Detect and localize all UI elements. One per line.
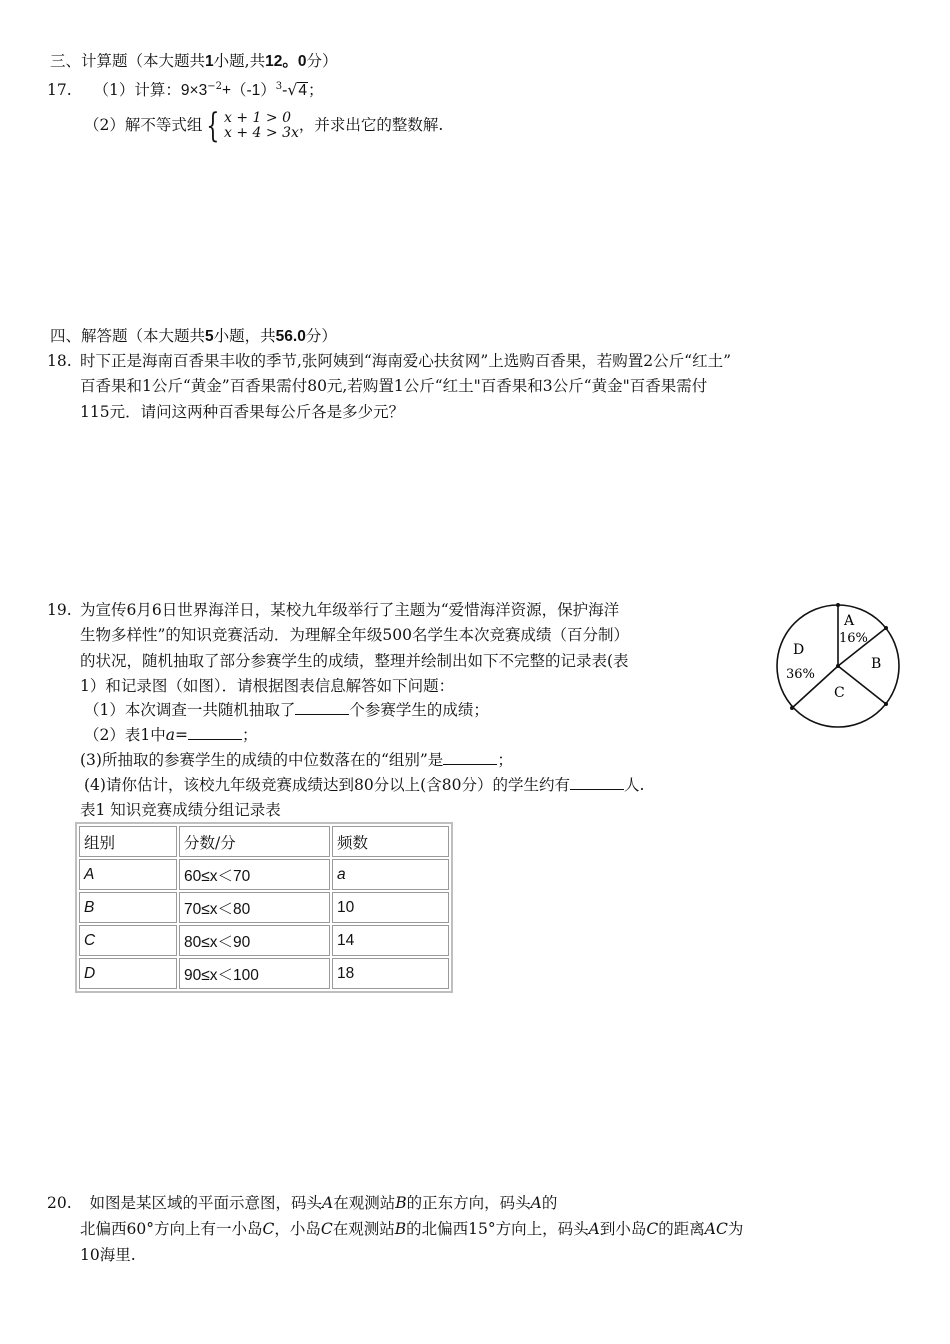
question-19-line-4: 1）和记录图（如图）．请根据图表信息解答如下问题：	[80, 677, 455, 695]
table-cell: a	[332, 859, 449, 890]
table-cell: 70≤x＜80	[179, 892, 330, 923]
answer-blank[interactable]	[188, 725, 242, 740]
section-4-heading: 四、解答题（本大题共5小题，共56.0分）	[50, 327, 337, 345]
question-18-line-1: 时下正是海南百香果丰收的季节,张阿姨到“海南爱心扶贫网”上选购百香果，若购置2公斤“红土”	[80, 352, 731, 370]
question-17-part-1: 17. （1）计算：$9\times 3^{-2}+(-1)^3-√4$；	[47, 81, 324, 100]
table-row	[79, 958, 449, 989]
sqrt-symbol: √	[287, 81, 298, 100]
table-cell: 90≤x＜100	[179, 958, 330, 989]
pie-pct-d: 36%	[786, 667, 815, 682]
question-18-line-3: 115元．请问这两种百香果每公斤各是多少元？	[80, 403, 405, 421]
question-19-sub-3: (3)所抽取的参赛学生的成绩的中位数落在的“组别”是 ；	[80, 751, 513, 769]
table-row	[79, 859, 449, 890]
table-cell: 10	[332, 892, 449, 923]
answer-blank[interactable]	[443, 750, 497, 765]
table-cell: C	[79, 925, 177, 956]
inequality-system: x + 1 > 0 x + 4 > 3x	[224, 110, 299, 141]
table-cell: 14	[332, 925, 449, 956]
question-20-line-3: 10海里.	[80, 1246, 136, 1264]
table-cell: 80≤x＜90	[179, 925, 330, 956]
table-header-cell: 组别	[79, 826, 177, 857]
pie-point	[790, 706, 794, 710]
pie-label-a: A	[844, 613, 855, 629]
question-19-line-2: 生物多样性”的知识竞赛活动．为理解全年级500名学生本次竞赛成绩（百分制）	[80, 626, 630, 644]
table-header-cell: 频数	[332, 826, 449, 857]
score-record-table	[75, 822, 453, 993]
pie-chart-figure	[768, 596, 908, 736]
pie-label-c: C	[834, 685, 845, 701]
answer-blank[interactable]	[295, 700, 349, 715]
question-18-line-2: 百香果和1公斤“黄金”百香果需付80元,若购置1公斤“红土"百香果和3公斤“黄金"百香果需付	[80, 377, 708, 395]
pie-pct-a: 16%	[839, 631, 868, 646]
table-cell: 18	[332, 958, 449, 989]
section-3-heading: 三、计算题（本大题共1小题,共12。0分）	[50, 52, 338, 70]
answer-blank[interactable]	[570, 775, 624, 790]
pie-point	[884, 626, 888, 630]
pie-point	[836, 603, 840, 607]
question-17-part-2: （2）解不等式组 { x + 1 > 0 x + 4 > 3x，并求出它的整数解.	[84, 106, 444, 146]
table-cell: B	[79, 892, 177, 923]
question-19-line-1: 为宣传6月6日世界海洋日，某校九年级举行了主题为“爱惜海洋资源，保护海洋	[80, 601, 620, 619]
pie-point	[836, 664, 840, 668]
table-cell: D	[79, 958, 177, 989]
brace-icon: {	[206, 106, 220, 146]
sqrt-radicand: 4	[298, 82, 307, 100]
question-19-line-3: 的状况，随机抽取了部分参赛学生的成绩，整理并绘制出如下不完整的记录表(表	[80, 652, 629, 670]
table-header-row	[79, 826, 449, 857]
question-19-sub-2: （2）表1中a= ；	[84, 726, 258, 744]
question-19-sub-4: (4)请你估计，该校九年级竞赛成绩达到80分以上(含80分）的学生约有 人.	[84, 776, 645, 794]
question-19-number: 19.	[47, 601, 72, 619]
question-20-line-1: 20. 如图是某区域的平面示意图，码头A在观测站B的正东方向，码头A的	[47, 1194, 558, 1212]
question-number: 17.	[47, 81, 72, 100]
pie-point	[884, 702, 888, 706]
question-18-number: 18.	[47, 352, 72, 370]
question-number: 20.	[47, 1194, 72, 1212]
question-19-sub-1: （1）本次调查一共随机抽取了 个参赛学生的成绩；	[84, 701, 489, 719]
table-caption: 表1 知识竞赛成绩分组记录表	[80, 801, 281, 819]
table-cell: 60≤x＜70	[179, 859, 330, 890]
table-header-cell: 分数/分	[179, 826, 330, 857]
pie-label-b: B	[871, 656, 882, 672]
table-row	[79, 892, 449, 923]
table-cell: A	[79, 859, 177, 890]
question-20-line-2: 北偏西60°方向上有一小岛C，小岛C在观测站B的北偏西15°方向上，码头A到小岛C的距离AC为	[80, 1220, 744, 1238]
pie-label-d: D	[793, 642, 805, 658]
table-row	[79, 925, 449, 956]
